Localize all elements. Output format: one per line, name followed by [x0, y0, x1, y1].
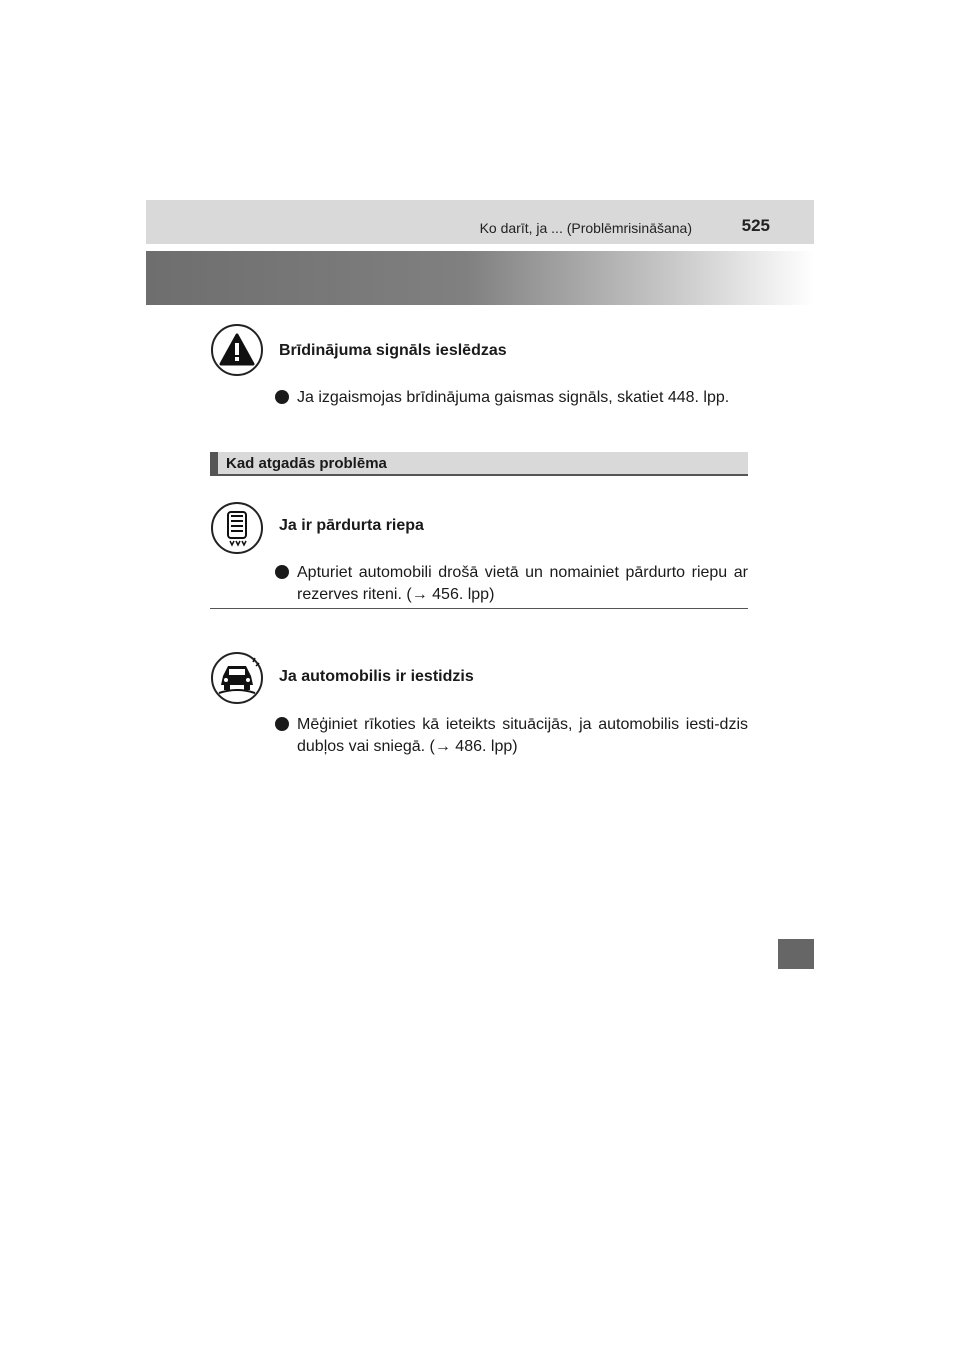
header-gradient-band	[146, 251, 814, 305]
section-heading-bar	[210, 452, 748, 476]
stuck-heading: Ja automobilis ir iestidzis	[279, 668, 474, 685]
flat-tire-bullet-text: Apturiet automobili drošā vietā un nomainiet pārdurto riepu ar rezerves riteni. (→ 456. lpp)	[297, 564, 748, 603]
stuck-bullet-text: Mēģiniet rīkoties kā ieteikts situācijās, ja automobilis iesti-dzis dubļos vai sniegā. (→ 486. lpp)	[297, 716, 748, 755]
section-title: Kad atgadās problēma	[226, 455, 387, 472]
warning-bullet	[275, 387, 748, 409]
page-number: 525	[741, 216, 770, 235]
warning-triangle-icon	[211, 324, 263, 376]
flat-tire-icon	[211, 502, 263, 554]
bullet-icon	[275, 390, 289, 404]
stuck-car-icon	[211, 652, 263, 704]
bullet-icon	[275, 565, 289, 579]
stuck-bullet	[275, 714, 748, 758]
flat-tire-heading: Ja ir pārdurta riepa	[279, 517, 424, 534]
warning-bullet-text: Ja izgaismojas brīdinājuma gaismas signāls, skatiet 448. lpp.	[297, 389, 730, 406]
chapter-side-tab	[778, 939, 814, 969]
bullet-icon	[275, 717, 289, 731]
page-header	[146, 200, 814, 244]
section-divider	[210, 608, 748, 609]
flat-tire-bullet	[275, 562, 748, 606]
chapter-title: Ko darīt, ja ... (Problēmrisināšana)	[479, 220, 692, 236]
warning-heading: Brīdinājuma signāls ieslēdzas	[279, 342, 507, 359]
